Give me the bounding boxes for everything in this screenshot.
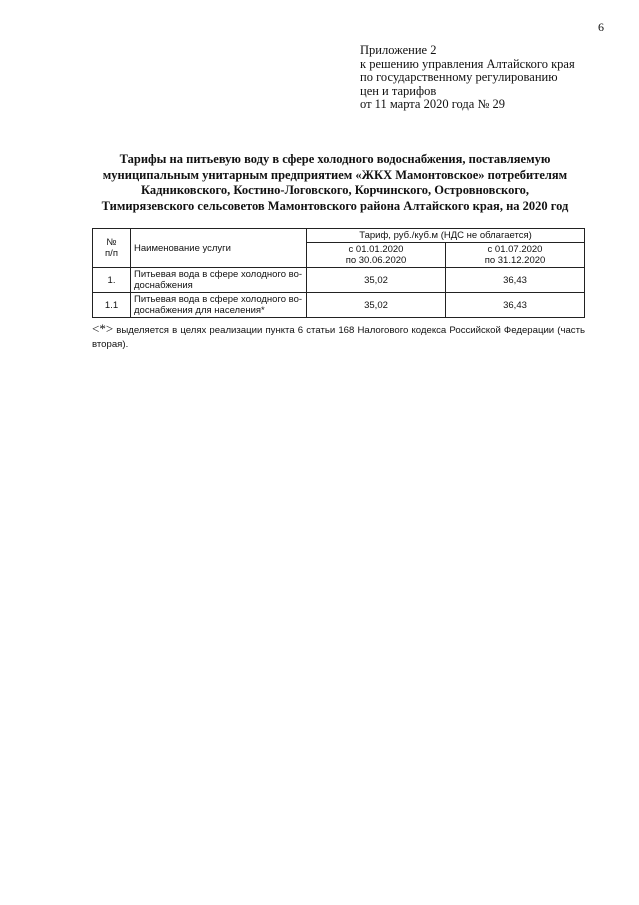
header-number-sign: № [106, 237, 117, 248]
footnote-text: выделяется в целях реализации пункта 6 статьи 168 Налогового кодекса Российской Федерации (часть вторая). [92, 325, 585, 350]
row-tariff-period-2: 36,43 [446, 293, 585, 318]
page-number: 6 [598, 20, 604, 34]
table-row [93, 268, 585, 293]
row-service-name-line: доснабжения для населения* [134, 305, 265, 316]
header-service-name: Наименование услуги [131, 229, 307, 268]
row-service-name-line: Питьевая вода в сфере холодного во- [134, 269, 303, 280]
title-line: Кадниковского, Костино-Логовского, Корчинского, Островновского, [140, 183, 530, 198]
table-header-row [93, 229, 585, 243]
header-number-cell [93, 229, 131, 268]
header-number-abbr: п/п [105, 248, 118, 259]
row-service-name-line: Питьевая вода в сфере холодного во- [134, 294, 303, 305]
row-service-name [131, 293, 307, 318]
appendix-line: Приложение 2 [360, 43, 437, 57]
appendix-line: к решению управления Алтайского края [360, 56, 575, 71]
appendix-line: по государственному регулированию [360, 70, 558, 85]
period-1-start: с 01.01.2020 [348, 244, 404, 255]
table-row [93, 293, 585, 318]
row-number: 1.1 [93, 293, 131, 318]
appendix-line: цен и тарифов [360, 83, 437, 98]
header-tariff-group: Тариф, руб./куб.м (НДС не облагается) [307, 229, 585, 243]
period-1-end: по 30.06.2020 [345, 255, 407, 266]
tariff-table [92, 228, 585, 318]
row-number: 1. [93, 268, 131, 293]
row-service-name [131, 268, 307, 293]
header-period-1 [307, 243, 446, 268]
footnote [92, 322, 585, 352]
period-2-start: с 01.07.2020 [487, 244, 543, 255]
row-tariff-period-1: 35,02 [307, 268, 446, 293]
title-line: Тимирязевского сельсоветов Мамонтовского района Алтайского края, на 2020 год [101, 198, 569, 213]
period-2-end: по 31.12.2020 [484, 255, 546, 266]
row-tariff-period-2: 36,43 [446, 268, 585, 293]
document-title [85, 152, 585, 214]
appendix-line: от 11 марта 2020 года № 29 [360, 97, 505, 112]
footnote-mark: <*> [92, 321, 114, 336]
header-period-2 [446, 243, 585, 268]
title-line: Тарифы на питьевую воду в сфере холодного водоснабжения, поставляемую [119, 152, 551, 166]
appendix-header [360, 44, 575, 112]
row-tariff-period-1: 35,02 [307, 293, 446, 318]
title-line: муниципальным унитарным предприятием «ЖКХ Мамонтовское» потребителям [102, 167, 568, 182]
row-service-name-line: доснабжения [134, 280, 193, 291]
